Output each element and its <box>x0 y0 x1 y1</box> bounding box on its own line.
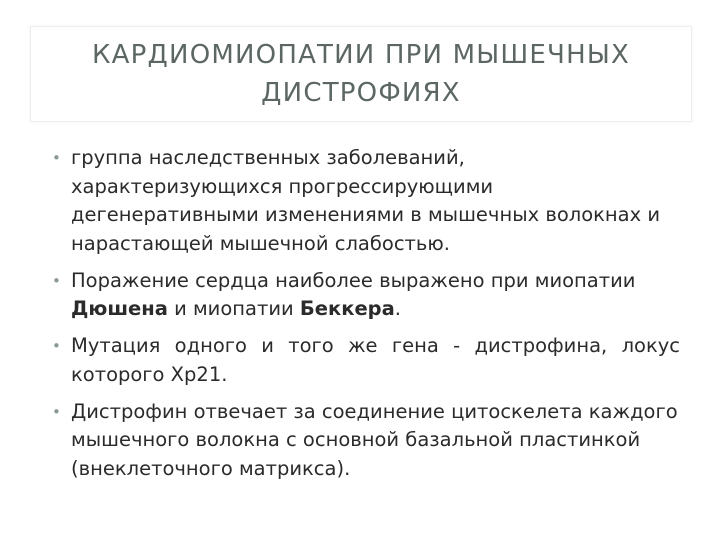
bullet-item-1 <box>50 144 680 258</box>
term-duchenne: Дюшена <box>71 297 168 320</box>
bullet-icon: • <box>52 337 61 355</box>
bullet-text-3: Мутация одного и того же гена - дистрофина, локус которого Хр21. <box>71 334 680 386</box>
term-becker: Беккера <box>299 297 395 320</box>
bullet-text-2b: и миопатии <box>167 297 300 320</box>
bullet-item-2 <box>50 267 680 324</box>
bullet-text-2a: Поражение сердца наиболее выражено при миопатии <box>71 268 636 292</box>
bullet-text-2c: . <box>394 297 401 320</box>
bullet-text-4: Дистрофин отвечает за соединение цитоскелета каждого мышечного волокна с основной базальной пластинкой (внеклеточного матрикса). <box>71 399 678 480</box>
title-box <box>30 26 692 122</box>
bullet-icon: • <box>52 402 61 421</box>
slide-title: КАРДИОМИОПАТИИ ПРИ МЫШЕЧНЫХ ДИСТРОФИЯХ <box>92 40 630 108</box>
bullet-item-4 <box>50 398 680 484</box>
bullet-list <box>50 144 680 492</box>
bullet-text-1: группа наследственных заболеваний, характеризующихся прогрессирующими дегенеративными изменениями в мышечных волокнах и нарастающей мышечной слабостью. <box>71 146 661 255</box>
bullet-icon: • <box>52 271 61 290</box>
bullet-icon: • <box>52 149 61 167</box>
bullet-item-3 <box>50 332 680 389</box>
